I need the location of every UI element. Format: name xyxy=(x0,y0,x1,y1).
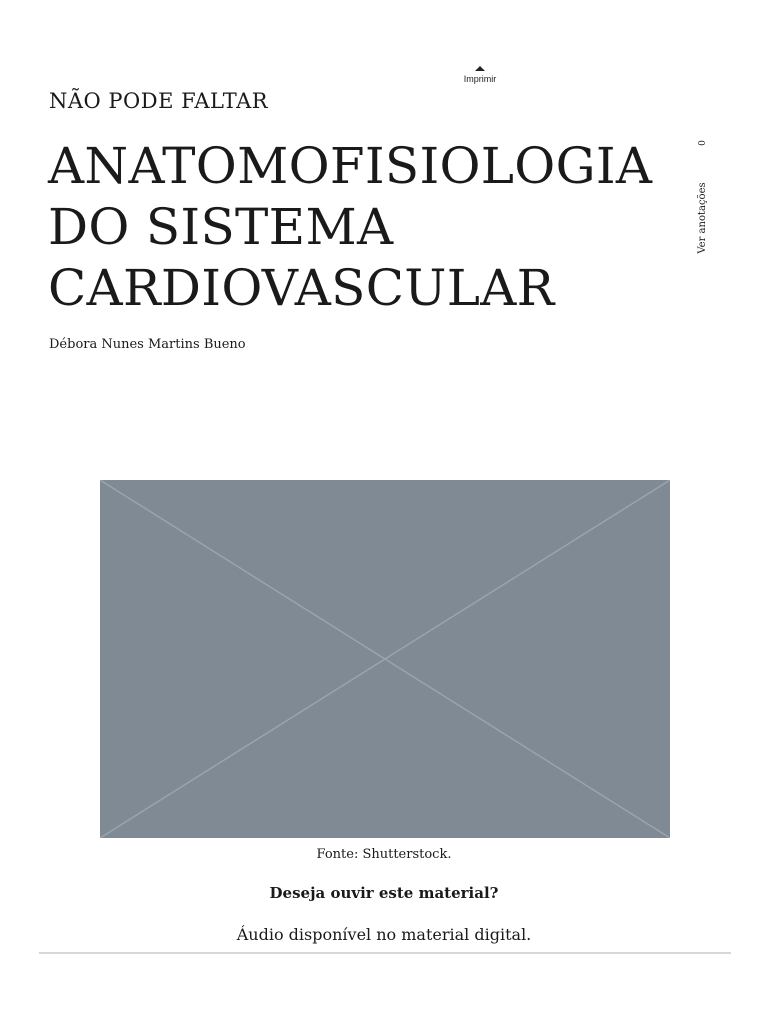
figure-image xyxy=(100,480,670,838)
print-label: Imprimir xyxy=(463,74,497,84)
caret-up-icon xyxy=(475,66,485,71)
notes-label: Ver anotações xyxy=(697,182,708,254)
page-title xyxy=(48,136,668,319)
audio-question: Deseja ouvir este material? xyxy=(269,884,499,902)
notes-count: 0 xyxy=(698,140,708,146)
author-name: Débora Nunes Martins Bueno xyxy=(49,337,246,352)
figure-caption: Fonte: Shutterstock. xyxy=(316,847,452,862)
title-line-3: CARDIOVASCULAR xyxy=(48,259,555,317)
figure-placeholder xyxy=(100,480,670,838)
print-button[interactable] xyxy=(452,64,508,86)
audio-availability-text: Áudio disponível no material digital. xyxy=(236,925,532,944)
section-kicker: NÃO PODE FALTAR xyxy=(49,89,269,113)
title-line-1: ANATOMOFISIOLOGIA xyxy=(48,137,653,195)
view-notes-button[interactable] xyxy=(694,138,712,253)
title-line-2: DO SISTEMA xyxy=(48,198,394,256)
divider xyxy=(39,952,731,954)
